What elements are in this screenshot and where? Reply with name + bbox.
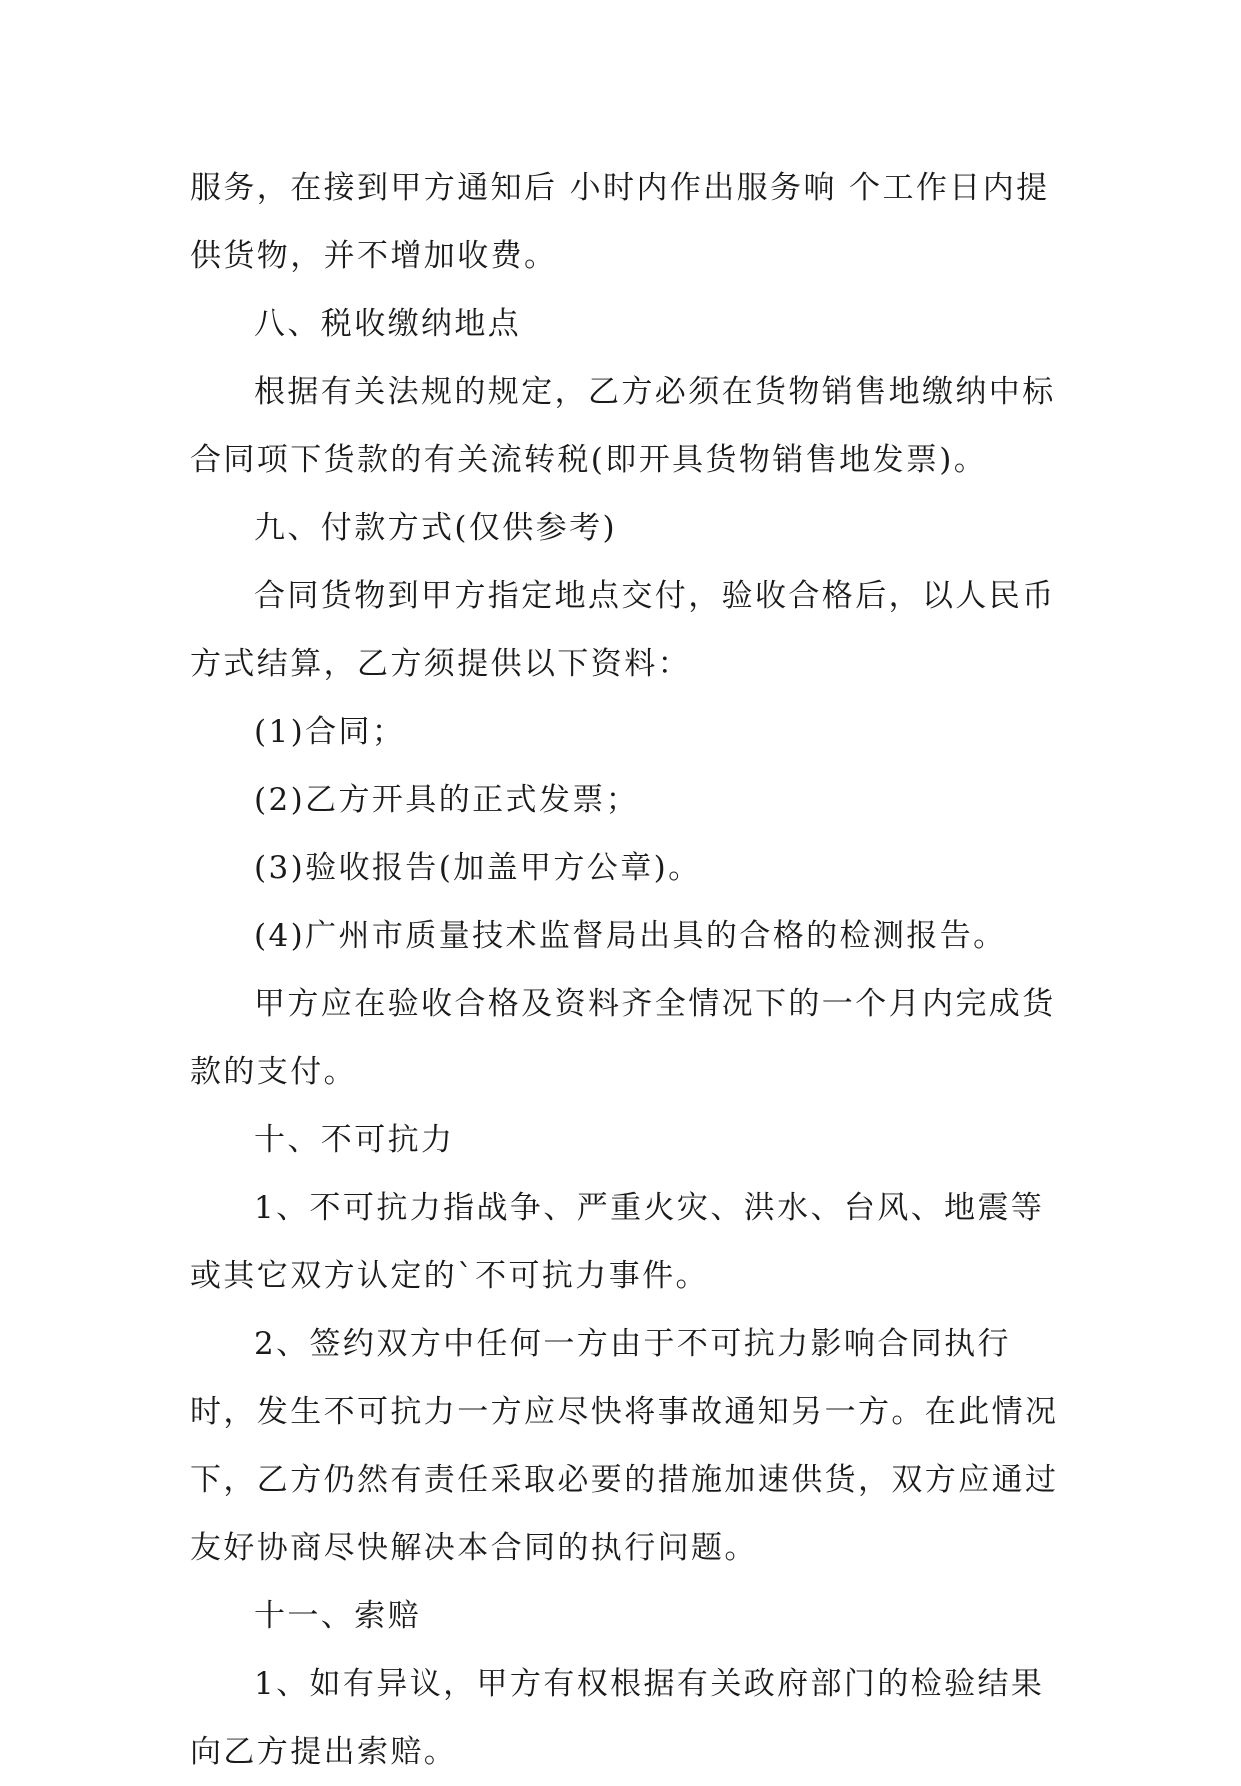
list-item-acceptance-report: (3)验收报告(加盖甲方公章)。 <box>254 850 702 886</box>
paragraph-force-majeure-definition: 1、不可抗力指战争、严重火灾、洪水、台风、地震等或其它双方认定的`不可抗力事件。 <box>190 1190 1045 1294</box>
section-heading-payment-method: 九、付款方式(仅供参考) <box>254 510 617 546</box>
list-item-invoice: (2)乙方开具的正式发票； <box>254 782 640 818</box>
section-heading-tax-location: 八、税收缴纳地点 <box>254 306 522 342</box>
paragraph-payment-deadline: 甲方应在验收合格及资料齐全情况下的一个月内完成货款的支付。 <box>190 986 1056 1090</box>
paragraph-payment-settlement: 合同货物到甲方指定地点交付，验收合格后，以人民币方式结算，乙方须提供以下资料： <box>190 578 1056 682</box>
section-heading-force-majeure: 十、不可抗力 <box>254 1122 455 1158</box>
paragraph-claims-objection: 1、如有异议，甲方有权根据有关政府部门的检验结果向乙方提出索赔。 <box>190 1666 1045 1770</box>
paragraph-service-continuation: 服务，在接到甲方通知后 小时内作出服务响 个工作日内提供货物，并不增加收费。 <box>190 170 1050 274</box>
document-body <box>190 154 1070 1786</box>
paragraph-force-majeure-notice: 2、签约双方中任何一方由于不可抗力影响合同执行时，发生不可抗力一方应尽快将事故通知另一方。在此情况下，乙方仍然有责任采取必要的措施加速供货，双方应通过友好协商尽快解决本合同的执行问题。 <box>190 1326 1059 1566</box>
paragraph-tax-rules: 根据有关法规的规定，乙方必须在货物销售地缴纳中标合同项下货款的有关流转税(即开具货物销售地发票)。 <box>190 374 1056 478</box>
list-item-inspection-report: (4)广州市质量技术监督局出具的合格的检测报告。 <box>254 918 1007 954</box>
section-heading-claims: 十一、索赔 <box>254 1598 421 1634</box>
list-item-contract: (1)合同； <box>254 714 406 750</box>
